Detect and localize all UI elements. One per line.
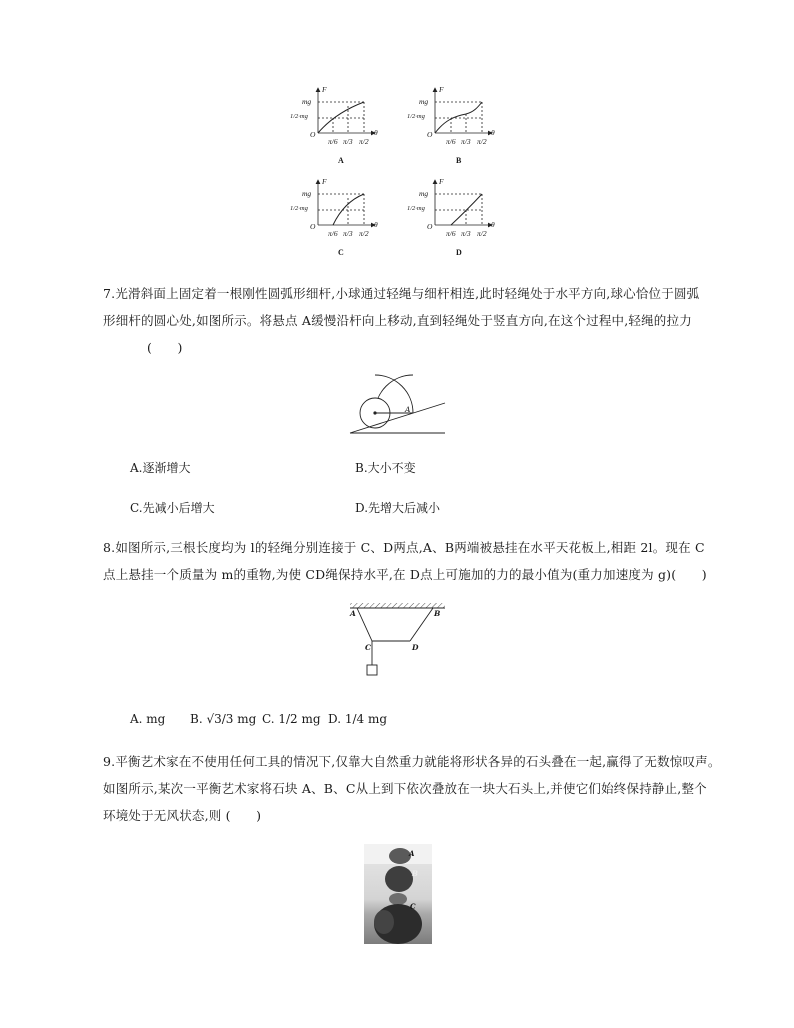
q8-option-c[interactable]: C. 1/2 mg bbox=[262, 712, 321, 726]
q7-option-c[interactable]: C.先减小后增大 bbox=[130, 501, 215, 515]
q9-photo-stacked-stones bbox=[364, 844, 432, 944]
axis-label-theta: θ bbox=[491, 128, 495, 137]
q7-text-line1: 7.光滑斜面上固定着一根刚性圆弧形细杆,小球通过轻绳与细杆相连,此时轻绳处于水平方向,球心恰位于圆弧 bbox=[103, 286, 700, 301]
q7-option-b[interactable]: B.大小不变 bbox=[355, 461, 416, 475]
tick-pi2: π/2 bbox=[359, 229, 369, 238]
origin-label: O bbox=[310, 222, 316, 231]
q8-label-b: B bbox=[434, 609, 441, 618]
q8-label-c: C bbox=[365, 643, 371, 652]
q8-text-line1: 8.如图所示,三根长度均为 l的轻绳分别连接于 C、D两点,A、B两端被悬挂在水平天花板上,相距 2l。现在 C bbox=[103, 540, 705, 555]
axis-label-theta: θ bbox=[374, 220, 378, 229]
graph-label-b: B bbox=[456, 156, 462, 165]
q9-label-c: C bbox=[410, 902, 416, 911]
tick-mg: mg bbox=[419, 97, 429, 106]
axis-label-f: F bbox=[439, 85, 444, 94]
q9-text-line1: 9.平衡艺术家在不使用任何工具的情况下,仅靠大自然重力就能将形状各异的石头叠在一起,赢得了无数惊叹声。 bbox=[103, 754, 721, 769]
tick-half-mg: 1/2·mg bbox=[407, 205, 425, 212]
tick-pi3: π/3 bbox=[461, 137, 471, 146]
q8-option-d[interactable]: D. 1/4 mg bbox=[328, 712, 388, 726]
tick-half-mg: 1/2·mg bbox=[290, 205, 308, 212]
q8-label-a: A bbox=[350, 609, 356, 618]
origin-label: O bbox=[310, 130, 316, 139]
q8-text-line2: 点上悬挂一个质量为 m的重物,为使 CD绳保持水平,在 D点上可施加的力的最小值为(重力加速度为 g)( ) bbox=[103, 567, 707, 582]
tick-pi2: π/2 bbox=[477, 137, 487, 146]
q7-text-line2: 形细杆的圆心处,如图所示。将悬点 A缓慢沿杆向上移动,直到轻绳处于竖直方向,在这个过程中,轻绳的拉力 bbox=[103, 313, 692, 328]
tick-pi2: π/2 bbox=[359, 137, 369, 146]
origin-label: O bbox=[427, 222, 433, 231]
graph-text-layer bbox=[280, 80, 520, 265]
q9-label-b: B bbox=[412, 869, 418, 878]
axis-label-theta: θ bbox=[374, 128, 378, 137]
graph-label-d: D bbox=[456, 248, 462, 257]
axis-label-f: F bbox=[439, 177, 444, 186]
tick-pi6: π/6 bbox=[328, 137, 338, 146]
q7-figure-label-a: A bbox=[405, 405, 411, 414]
q7-option-d[interactable]: D.先增大后减小 bbox=[355, 501, 441, 515]
axis-label-f: F bbox=[322, 85, 327, 94]
tick-pi3: π/3 bbox=[343, 137, 353, 146]
q7-option-a[interactable]: A.逐渐增大 bbox=[130, 461, 191, 475]
tick-pi2: π/2 bbox=[477, 229, 487, 238]
tick-pi3: π/3 bbox=[461, 229, 471, 238]
q8-option-b[interactable]: B. √3/3 mg bbox=[190, 712, 257, 726]
q7-answer-blank: ( ) bbox=[147, 340, 183, 355]
tick-pi3: π/3 bbox=[343, 229, 353, 238]
tick-mg: mg bbox=[302, 97, 312, 106]
graph-label-a: A bbox=[338, 156, 344, 165]
q9-text-line2: 如图所示,某次一平衡艺术家将石块 A、B、C从上到下依次叠放在一块大石头上,并使它们始终保持静止,整个 bbox=[103, 781, 707, 796]
axis-label-f: F bbox=[322, 177, 327, 186]
q9-label-a: A bbox=[409, 849, 415, 858]
tick-pi6: π/6 bbox=[446, 229, 456, 238]
axis-label-theta: θ bbox=[491, 220, 495, 229]
tick-pi6: π/6 bbox=[446, 137, 456, 146]
graph-label-c: C bbox=[338, 248, 344, 257]
q8-label-d: D bbox=[412, 643, 419, 652]
tick-pi6: π/6 bbox=[328, 229, 338, 238]
q8-option-a[interactable]: A. mg bbox=[130, 712, 166, 726]
tick-half-mg: 1/2·mg bbox=[407, 113, 425, 120]
tick-mg: mg bbox=[419, 189, 429, 198]
origin-label: O bbox=[427, 130, 433, 139]
q7-figure-arc-incline bbox=[345, 365, 450, 440]
q9-text-line3: 环境处于无风状态,则 ( ) bbox=[103, 808, 262, 823]
tick-mg: mg bbox=[302, 189, 312, 198]
tick-half-mg: 1/2·mg bbox=[290, 113, 308, 120]
